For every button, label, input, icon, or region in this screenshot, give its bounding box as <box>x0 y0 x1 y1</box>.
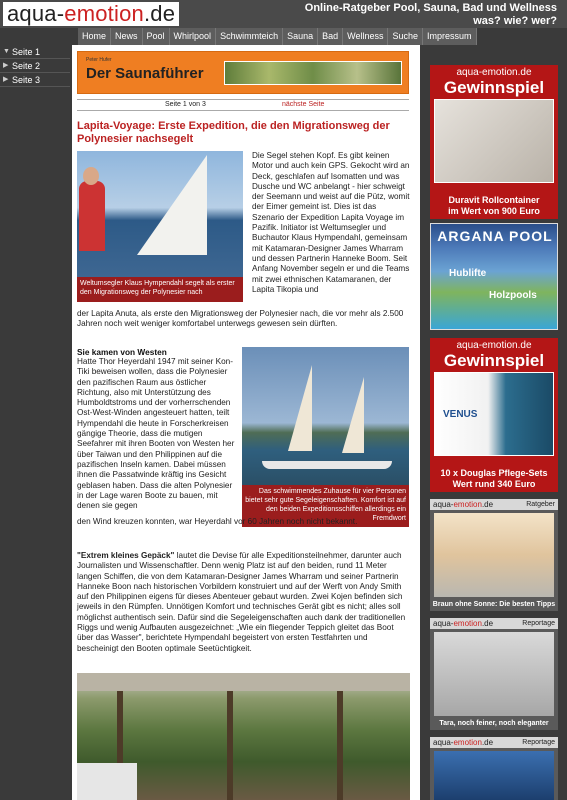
ad-head: aqua-emotion.de <box>456 340 532 351</box>
main-nav <box>78 28 477 45</box>
post-shape <box>227 691 233 800</box>
ad-foot <box>430 468 558 490</box>
tagline-line1: Online-Ratgeber Pool, Sauna, Bad und Wellness <box>304 2 557 14</box>
sail-shape <box>137 155 207 255</box>
nav-pool[interactable]: Pool <box>143 28 170 45</box>
ad-foot <box>430 195 558 217</box>
nav-whirlpool[interactable]: Whirlpool <box>170 28 217 45</box>
site-logo[interactable]: aqua-emotion.de <box>3 2 179 26</box>
ad-foot-line1: Duravit Rollcontainer <box>448 195 540 205</box>
ad-caption: Braun ohne Sonne: Die besten Tipps <box>432 601 556 608</box>
hull-shape <box>262 461 392 469</box>
page-sidebar <box>0 45 70 87</box>
logo-part: .de <box>481 619 494 628</box>
paragraph-2-cont: den Wind kreuzen konnten, war Heyerdahl vor 60 Jahren noch nicht bekannt. <box>77 517 358 526</box>
logo-part: .de <box>481 738 494 747</box>
ad-image <box>434 632 554 716</box>
ad-logo-bar <box>430 618 558 629</box>
nav-bad[interactable]: Bad <box>318 28 343 45</box>
paragraph-1-cont: der Lapita Anuta, als erste den Migrationsweg der Polynesier nach, die vor mehr als 2.500 Jahren noch weit weniger komfortabel unterwegs gewesen sein dürften. <box>77 309 404 329</box>
banner-title: Der Saunaführer <box>86 65 204 82</box>
ad-reportage-3[interactable] <box>430 737 558 800</box>
pager <box>77 99 409 111</box>
ad-reportage-tara[interactable] <box>430 618 558 730</box>
catamaran-photo <box>242 347 409 485</box>
ad-foot-line2: Wert rund 340 Euro <box>452 479 536 489</box>
logo-part: emotion <box>453 500 482 509</box>
sidebar-item-label: Seite 1 <box>12 47 41 57</box>
photo-caption-1: Weltumsegler Klaus Hympendahl segelt als erster den Migrationsweg der Polynesier nach <box>77 277 243 302</box>
chevron-down-icon: ▼ <box>3 48 10 55</box>
ad-argana-pool[interactable] <box>430 223 558 330</box>
ad-image <box>434 751 554 800</box>
nav-schwimmteich[interactable]: Schwimmteich <box>216 28 283 45</box>
sidebar-item-seite-2[interactable] <box>0 59 70 73</box>
sailor-head <box>83 167 99 185</box>
logo-part: emotion <box>453 619 482 628</box>
nav-home[interactable]: Home <box>78 28 111 45</box>
page-indicator: Seite 1 von 3 <box>165 101 206 108</box>
ad-tag: Reportage <box>522 620 555 627</box>
boatyard-photo <box>77 673 410 800</box>
ad-ratgeber-braun[interactable] <box>430 499 558 611</box>
ad-text: Holzpools <box>489 290 537 301</box>
ad-title: Gewinnspiel <box>443 78 545 97</box>
ad-logo-bar <box>430 737 558 748</box>
paragraph-3-lead: "Extrem kleines Gepäck" <box>77 551 175 560</box>
section-heading: Sie kamen von Westen <box>77 347 167 357</box>
article-title: Lapita-Voyage: Erste Expedition, die den Migrationsweg der Polynesier nachsegelt <box>77 120 390 145</box>
site-tagline <box>305 2 557 28</box>
ad-text: Hublifte <box>449 268 487 279</box>
article-content <box>72 45 420 800</box>
ad-title: ARGANA POOL <box>437 228 553 244</box>
banner-author: Peter Hufer <box>86 57 112 63</box>
paragraph-3-body: lautet die Devise für alle Expeditionsteilnehmer, darunter auch Journalisten und Wissenschaftler. Denn wenig Platz ist auf den beiden, rund 11 Meter langen Schiffen, die von dem Katamaran-Designer James Wharram und seiner Partnerin Hanneke Boon nach historischen Vorbildern konstruiert und auf der Werft von Andy Smith auf den Philippinen eigens für dieses Abenteuer gebaut wurden. Zwei Kojen befinden sich jeweils in den Rümpfen. Unnötigen Komfort und technisches Gerät gibt es nicht; alles soll möglichst authentisch sein. Dafür sind die Segeleigenschaften auch dank der traditionellen Riggs und wenig Aufbauten ausgezeichnet: „Wie ein fliegender Teppich gleitet das Boot über das Wasser", berichtete Hympendahl begeistert von ersten Testfahrten und bescheinigt den Booten optimale Seetüchtigkeit. <box>77 551 406 653</box>
sidebar-item-seite-3[interactable] <box>0 73 70 87</box>
tagline-line2: was? wie? wer? <box>473 15 557 27</box>
sidebar-item-label: Seite 3 <box>12 75 41 85</box>
nav-wellness[interactable]: Wellness <box>343 28 388 45</box>
next-page-link[interactable]: nächste Seite <box>282 101 325 108</box>
paragraph-3 <box>77 551 410 654</box>
roof-shape <box>77 673 410 691</box>
ad-image <box>434 372 554 456</box>
sailor-photo <box>77 151 243 277</box>
logo-part: aqua- <box>433 500 454 509</box>
banner-image <box>224 61 402 85</box>
logo-part: .de <box>481 500 494 509</box>
logo-part: aqua- <box>433 738 454 747</box>
paragraph-1: Die Segel stehen Kopf. Es gibt keinen Motor und auch kein GPS. Gekocht wird an Deck, geschlafen auf Isomatten und was Dusche und WC anbelangt - hier schweigt der Seemann und weist auf die Pütz, womit der Eimer gemeint ist. Dies ist das Szenario der Expedition Lapita Voyage im Pazifik. Initiator ist Weltumsegler und Buchautor Klaus Hympendahl, gemeinsam mit Katamaran-Designer James Wharram und dessen Partnerin Hanneke Boom. Seit Anfang November segeln er und die Teams mit zwei ethnischen Katamaranen, der Lapita Tikopia und <box>252 151 410 294</box>
ad-image <box>434 99 554 183</box>
ad-gewinnspiel-douglas[interactable] <box>430 338 558 492</box>
nav-suche[interactable]: Suche <box>388 28 423 45</box>
sidebar-item-seite-1[interactable] <box>0 45 70 59</box>
chevron-right-icon: ▶ <box>3 76 9 83</box>
nav-sauna[interactable]: Sauna <box>283 28 318 45</box>
ad-tag: Ratgeber <box>526 501 555 508</box>
sail-shape <box>342 377 364 453</box>
logo-part: emotion <box>453 738 482 747</box>
chevron-right-icon: ▶ <box>3 62 9 69</box>
sidebar-item-label: Seite 2 <box>12 61 41 71</box>
ad-head: aqua-emotion.de <box>456 67 532 78</box>
saunafuehrer-banner[interactable] <box>77 51 409 94</box>
site-header <box>0 0 567 28</box>
ad-foot-line1: 10 x Douglas Pflege-Sets <box>440 468 548 478</box>
ad-foot-line2: im Wert von 900 Euro <box>448 206 540 216</box>
boat-shape <box>77 763 137 800</box>
ad-title: Gewinnspiel <box>443 351 545 370</box>
ad-caption: Tara, noch feiner, noch eleganter <box>439 720 549 727</box>
ad-gewinnspiel-duravit[interactable] <box>430 65 558 219</box>
sailor-body <box>79 181 105 251</box>
post-shape <box>337 691 343 800</box>
ad-tag: Reportage <box>522 739 555 746</box>
nav-news[interactable]: News <box>111 28 143 45</box>
paragraph-2: Hatte Thor Heyerdahl 1947 mit seiner Kon-Tiki beweisen wollen, dass die Polynesier den pazifischen Raum aus östlicher Richtung, also mit Unterstützung des Humboldtstroms und der vorherrschenden Ost-West-Winden angesteuert hatten, teilt Hympendahl die heute in Forscherkreisen gängige Theorie, dass die mutigen Seefahrer mit ihren Booten von Westen her über Taiwan und den Philippinen auf die pazifischen Inseln kamen. Dabei müssen ihnen die Passatwinde kräftig ins Gesicht geblasen haben. Dass die alten Polynesier in der Lage waren Boote zu bauen, mit denen sie gegen <box>77 357 235 511</box>
ad-image <box>434 513 554 597</box>
nav-impressum[interactable]: Impressum <box>423 28 477 45</box>
logo-part: aqua- <box>433 619 454 628</box>
venus-logo: VENUS <box>443 409 478 420</box>
photo-caption-2: Das schwimmendes Zuhause für vier Personen bietet sehr gute Segeleigenschaften. Komfort ist auf den beiden Expeditionsschiffen allerdings ein Fremdwort <box>242 485 409 527</box>
ad-logo-bar <box>430 499 558 510</box>
sail-shape <box>288 365 312 451</box>
